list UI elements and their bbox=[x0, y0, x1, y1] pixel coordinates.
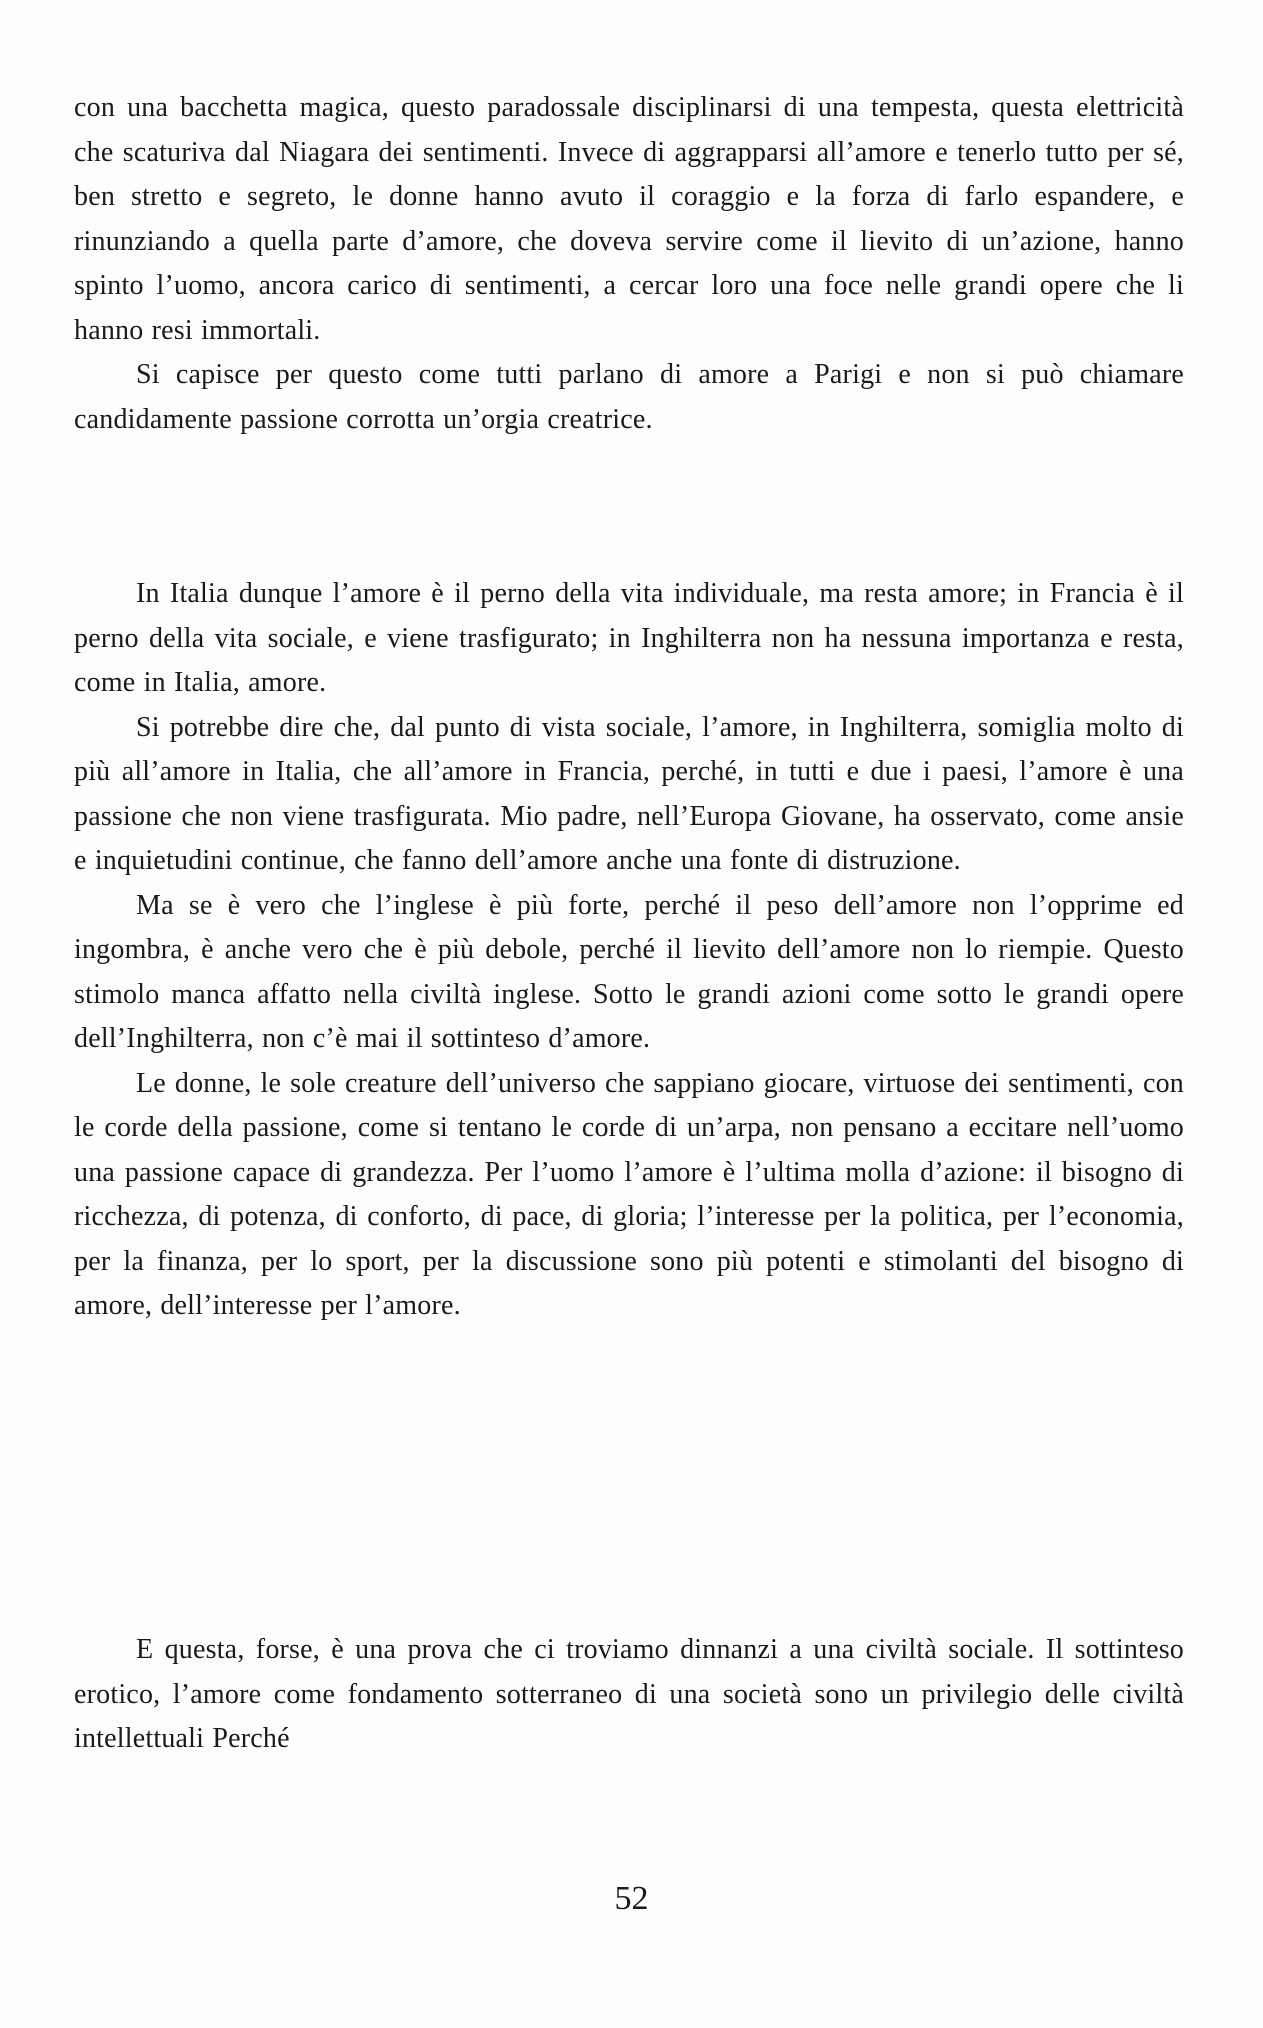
paragraph: In Italia dunque l’amore è il perno della vita individuale, ma resta amore; in Francia è il perno della vita sociale, e viene trasfigurato; in Inghilterra non ha nessuna importanza e resta, come in Italia, amore. bbox=[74, 578, 1184, 698]
paragraph: E questa, forse, è una prova che ci troviamo dinnanzi a una civiltà sociale. Il sottinteso erotico, l’amore come fondamento sotterraneo di una società sono un privilegio delle civiltà intellettuali Perché bbox=[74, 1634, 1184, 1754]
paragraph: con una bacchetta magica, questo paradossale disciplinarsi di una tempesta, questa elettricità che scaturiva dal Niagara dei sentimenti. Invece di aggrapparsi all’amore e tenerlo tutto per sé, ben stretto e segreto, le donne hanno avuto il coraggio e la forza di farlo espandere, e rinunziando a quella parte d’amore, che doveva servire come il lievito di un’azione, hanno spinto l’uomo, ancora carico di sentimenti, a cercar loro una foce nelle grandi opere che li hanno resi immortali. bbox=[74, 92, 1184, 346]
paragraph: Si potrebbe dire che, dal punto di vista sociale, l’amore, in Inghilterra, somiglia molto di più all’amore in Italia, che all’amore in Francia, perché, in tutti e due i paesi, l’amore è una passione che non viene trasfigurata. Mio padre, nell’Europa Giovane, ha osservato, come ansie e inquietudini continue, che fanno dell’amore anche una fonte di distruzione. bbox=[74, 711, 1184, 876]
text-section-1 bbox=[74, 86, 1184, 442]
text-section-3 bbox=[74, 1628, 1184, 1762]
page-number: 52 bbox=[614, 1880, 649, 1917]
paragraph: Si capisce per questo come tutti parlano di amore a Parigi e non si può chiamare candidamente passione corrotta un’orgia creatrice. bbox=[74, 359, 1184, 435]
paragraph: Ma se è vero che l’inglese è più forte, perché il peso dell’amore non l’opprime ed ingombra, è anche vero che è più debole, perché il lievito dell’amore non lo riempie. Questo stimolo manca affatto nella civiltà inglese. Sotto le grandi azioni come sotto le grandi opere dell’Inghilterra, non c’è mai il sottinteso d’amore. bbox=[74, 889, 1184, 1054]
paragraph: Le donne, le sole creature dell’universo che sappiano giocare, virtuose dei sentimenti, con le corde della passione, come si tentano le corde di un’arpa, non pensano a eccitare nell’uomo una passione capace di grandezza. Per l’uomo l’amore è l’ultima molla d’azione: il bisogno di ricchezza, di potenza, di conforto, di pace, di gloria; l’interesse per la politica, per l’economia, per la finanza, per lo sport, per la discussione sono più potenti e stimolanti del bisogno di amore, dell’interesse per l’amore. bbox=[74, 1067, 1184, 1321]
text-section-2 bbox=[74, 572, 1184, 1329]
